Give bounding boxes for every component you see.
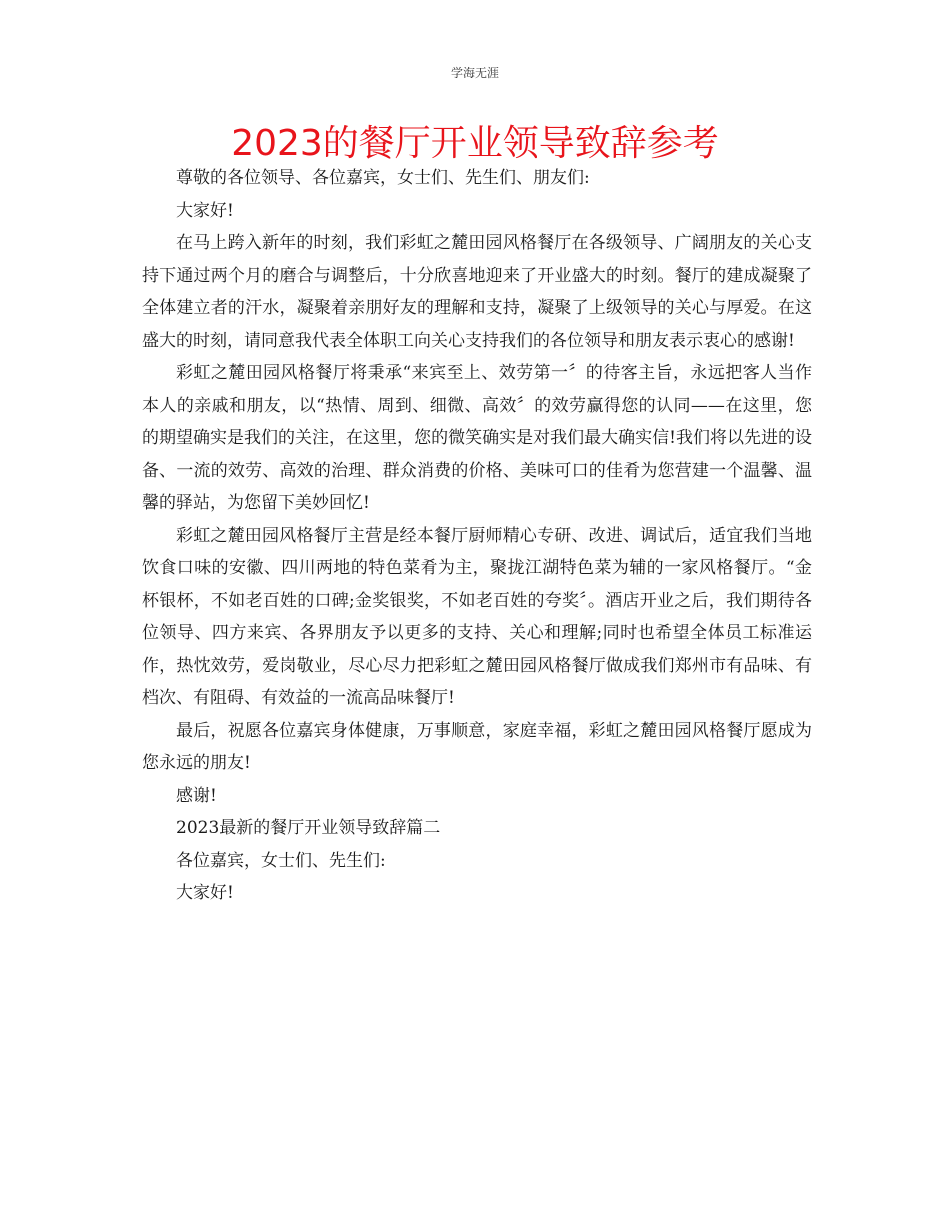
paragraph-greeting: 大家好! [176,883,234,903]
page-header: 学海无涯 [450,66,499,80]
paragraph-body: 彩虹之麓田园风格餐厅主营是经本餐厅厨师精心专研、改进、调试后，适宜我们当地饮食口味的安徽、四川两地的特色菜肴为主，聚拢江湖特色菜为辅的一家风格餐厅。“金杯银杯，不如老百姓的口碑;金奖银奖，不如老百姓的夸奖〞。酒店开业之后，我们期待各位领导、四方来宾、各界朋友予以更多的支持、关心和理解;同时也希望全体员工标准运作，热忱效劳，爱岗敬业，尽心尽力把彩虹之麓田园风格餐厅做成我们郑州市有品味、有档次、有阻碍、有效益的一流高品味餐厅! [142,525,812,708]
paragraph-salutation: 各位嘉宾，女士们、先生们: [176,850,386,871]
paragraph-body: 在马上跨入新年的时刻，我们彩虹之麓田园风格餐厅在各级领导、广阔朋友的关心支持下通过两个月的磨合与调整后，十分欣喜地迎来了开业盛大的时刻。餐厅的建成凝聚了全体建立者的汗水，凝聚着亲朋好友的理解和支持，凝聚了上级领导的关心与厚爱。在这盛大的时刻，请同意我代表全体职工向关心支持我们的各位领导和朋友表示衷心的感谢! [142,233,812,351]
paragraph-thanks: 感谢! [176,785,217,806]
paragraph-body: 彩虹之麓田园风格餐厅将秉承“来宾至上、效劳第一〞的待客主旨，永远把客人当作本人的亲戚和朋友，以“热情、周到、细微、高效〞的效劳赢得您的认同——在这里，您的期望确实是我们的关注，在这里，您的微笑确实是对我们最大确实信!我们将以先进的设备、一流的效劳、高效的治理、群众消费的价格、美味可口的佳肴为您营建一个温馨、温馨的驿站，为您留下美妙回忆! [142,363,812,513]
document-body [142,162,812,910]
paragraph-salutation: 尊敬的各位领导、各位嘉宾，女士们、先生们、朋友们: [176,168,590,188]
paragraph-greeting: 大家好! [176,200,234,221]
section-heading: 2023最新的餐厅开业领导致辞篇二 [176,818,441,838]
paragraph-closing-wishes: 最后，祝愿各位嘉宾身体健康，万事顺意，家庭幸福，彩虹之麓田园风格餐厅愿成为您永远的朋友! [142,720,812,773]
document-title: 2023的餐厅开业领导致辞参考 [231,123,719,164]
